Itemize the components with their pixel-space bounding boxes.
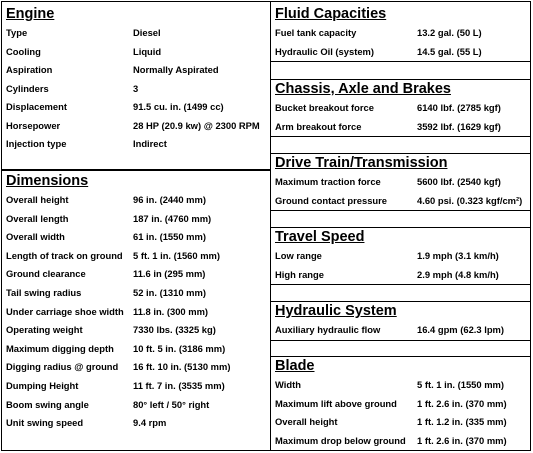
- drive-row: [271, 173, 530, 192]
- engine-row: [2, 24, 270, 43]
- chassis-row-value: 3592 lbf. (1629 kgf): [417, 120, 501, 132]
- engine-row-label: Aspiration: [6, 64, 53, 75]
- dimensions-row-label: Under carriage shoe width: [6, 305, 124, 317]
- engine-row-label: Horsepower: [6, 119, 61, 131]
- dimensions-row-label: Unit swing speed: [6, 417, 84, 429]
- fluid-row-label: Hydraulic Oil (system): [275, 45, 374, 57]
- hydraulic-section: [271, 301, 530, 341]
- dimensions-row-value: 11 ft. 7 in. (3535 mm): [133, 379, 225, 391]
- dimensions-row-value: 61 in. (1550 mm): [133, 231, 206, 243]
- fluid-row: [271, 24, 530, 43]
- dimensions-row-label: Length of track on ground: [6, 249, 123, 261]
- hydraulic-title: Hydraulic System: [275, 303, 397, 319]
- dimensions-row: [2, 340, 270, 359]
- blade-row-value: 1 ft. 2.6 in. (370 mm): [417, 397, 507, 409]
- blade-row: [271, 432, 530, 451]
- dimensions-row: [2, 396, 270, 415]
- dimensions-row-label: Overall length: [6, 212, 69, 224]
- engine-row-label: Injection type: [6, 138, 67, 149]
- dimensions-row: [2, 321, 270, 340]
- travel-title: Travel Speed: [275, 229, 365, 245]
- dimensions-section: [2, 169, 270, 433]
- drive-row-label: Ground contact pressure: [275, 194, 388, 206]
- chassis-row-label: Bucket breakout force: [275, 102, 374, 113]
- dimensions-row-value: 9.4 rpm: [133, 417, 167, 429]
- dimensions-row-label: Overall height: [6, 194, 69, 205]
- travel-row-label: Low range: [275, 250, 322, 261]
- blade-row: [271, 376, 530, 395]
- fluid-row-label: Fuel tank capacity: [275, 27, 357, 38]
- dimensions-row-value: 80° left / 50° right: [133, 398, 210, 410]
- engine-row-value: Normally Aspirated: [133, 64, 219, 75]
- fluid-row-value: 14.5 gal. (55 L): [417, 45, 482, 57]
- chassis-row-label: Arm breakout force: [275, 120, 362, 132]
- blade-section: [271, 356, 530, 450]
- travel-row: [271, 266, 530, 286]
- dimensions-row-label: Tail swing radius: [6, 286, 82, 298]
- dimensions-row: [2, 247, 270, 266]
- engine-row-label: Cooling: [6, 45, 41, 57]
- engine-row-value: 28 HP (20.9 kw) @ 2300 RPM: [133, 119, 260, 131]
- drive-row-value: 4.60 psi. (0.323 kgf/cm²): [417, 194, 523, 206]
- dimensions-row: [2, 210, 270, 229]
- dimensions-row: [2, 191, 270, 210]
- blade-row-value: 5 ft. 1 in. (1550 mm): [417, 379, 505, 390]
- dimensions-row-value: 187 in. (4760 mm): [133, 212, 212, 224]
- dimensions-row-value: 96 in. (2440 mm): [133, 194, 206, 205]
- dimensions-row: [2, 228, 270, 247]
- engine-section: [2, 5, 270, 154]
- dimensions-row: [2, 377, 270, 396]
- dimensions-row-value: 7330 lbs. (3325 kg): [133, 324, 216, 336]
- travel-row-label: High range: [275, 268, 324, 280]
- dimensions-row: [2, 414, 270, 433]
- fluid-section: [271, 5, 530, 62]
- hydraulic-row-label: Auxiliary hydraulic flow: [275, 324, 381, 335]
- engine-row-value: Indirect: [133, 138, 167, 149]
- travel-section: [271, 227, 530, 285]
- engine-row: [2, 98, 270, 117]
- engine-row-label: Cylinders: [6, 82, 49, 94]
- engine-row: [2, 43, 270, 62]
- dimensions-row: [2, 265, 270, 284]
- engine-row: [2, 135, 270, 154]
- dimensions-row-value: 11.6 in (295 mm): [133, 268, 206, 280]
- chassis-row: [271, 118, 530, 138]
- engine-row-label: Type: [6, 27, 28, 38]
- blade-row-label: Overall height: [275, 416, 338, 427]
- blade-title: Blade: [275, 358, 315, 374]
- dimensions-row-label: Operating weight: [6, 324, 83, 336]
- blade-row-value: 1 ft. 2.6 in. (370 mm): [417, 434, 507, 446]
- dimensions-row-value: 11.8 in. (300 mm): [133, 305, 209, 317]
- dimensions-row-value: 5 ft. 1 in. (1560 mm): [133, 249, 221, 261]
- blade-row-label: Width: [275, 379, 301, 390]
- engine-row: [2, 61, 270, 80]
- dimensions-row-label: Ground clearance: [6, 268, 86, 280]
- engine-row-value: 91.5 cu. in. (1499 cc): [133, 101, 224, 112]
- dimensions-row-label: Boom swing angle: [6, 398, 89, 410]
- fluid-row-value: 13.2 gal. (50 L): [417, 27, 482, 38]
- dimensions-row-label: Dumping Height: [6, 379, 79, 391]
- engine-row-value: 3: [133, 82, 139, 94]
- engine-row: [2, 80, 270, 99]
- engine-row-value: Diesel: [133, 27, 161, 38]
- blade-row-label: Maximum lift above ground: [275, 397, 397, 409]
- dimensions-row-value: 10 ft. 5 in. (3186 mm): [133, 342, 226, 354]
- chassis-title: Chassis, Axle and Brakes: [275, 81, 451, 97]
- fluid-title: Fluid Capacities: [275, 6, 387, 22]
- dimensions-row: [2, 358, 270, 377]
- drive-row-value: 5600 lbf. (2540 kgf): [417, 176, 501, 187]
- blade-row: [271, 395, 530, 414]
- drive-row: [271, 192, 530, 212]
- dimensions-row-label: Digging radius @ ground: [6, 361, 119, 373]
- hydraulic-row: [271, 321, 530, 341]
- dimensions-row: [2, 303, 270, 322]
- travel-row-value: 1.9 mph (3.1 km/h): [417, 250, 499, 261]
- blade-row-label: Maximum drop below ground: [275, 434, 406, 446]
- dimensions-row: [2, 284, 270, 303]
- travel-row: [271, 247, 530, 266]
- dimensions-row-value: 52 in. (1310 mm): [133, 286, 206, 298]
- dimensions-row-label: Overall width: [6, 231, 65, 243]
- spec-table: [1, 1, 531, 451]
- chassis-row-value: 6140 lbf. (2785 kgf): [417, 102, 501, 113]
- dimensions-title: Dimensions: [6, 173, 89, 189]
- dimensions-row-value: 16 ft. 10 in. (5130 mm): [133, 361, 231, 373]
- blade-row: [271, 413, 530, 432]
- engine-row-value: Liquid: [133, 45, 162, 57]
- drive-title: Drive Train/Transmission: [275, 155, 448, 171]
- engine-title: Engine: [6, 6, 55, 22]
- hydraulic-row-value: 16.4 gpm (62.3 lpm): [417, 324, 505, 335]
- travel-row-value: 2.9 mph (4.8 km/h): [417, 268, 499, 280]
- fluid-row: [271, 43, 530, 63]
- chassis-row: [271, 99, 530, 118]
- engine-row-label: Displacement: [6, 101, 67, 112]
- chassis-section: [271, 79, 530, 137]
- engine-row: [2, 117, 270, 136]
- dimensions-row-label: Maximum digging depth: [6, 342, 114, 354]
- drive-row-label: Maximum traction force: [275, 176, 381, 187]
- blade-row-value: 1 ft. 1.2 in. (335 mm): [417, 416, 507, 427]
- drive-section: [271, 153, 530, 211]
